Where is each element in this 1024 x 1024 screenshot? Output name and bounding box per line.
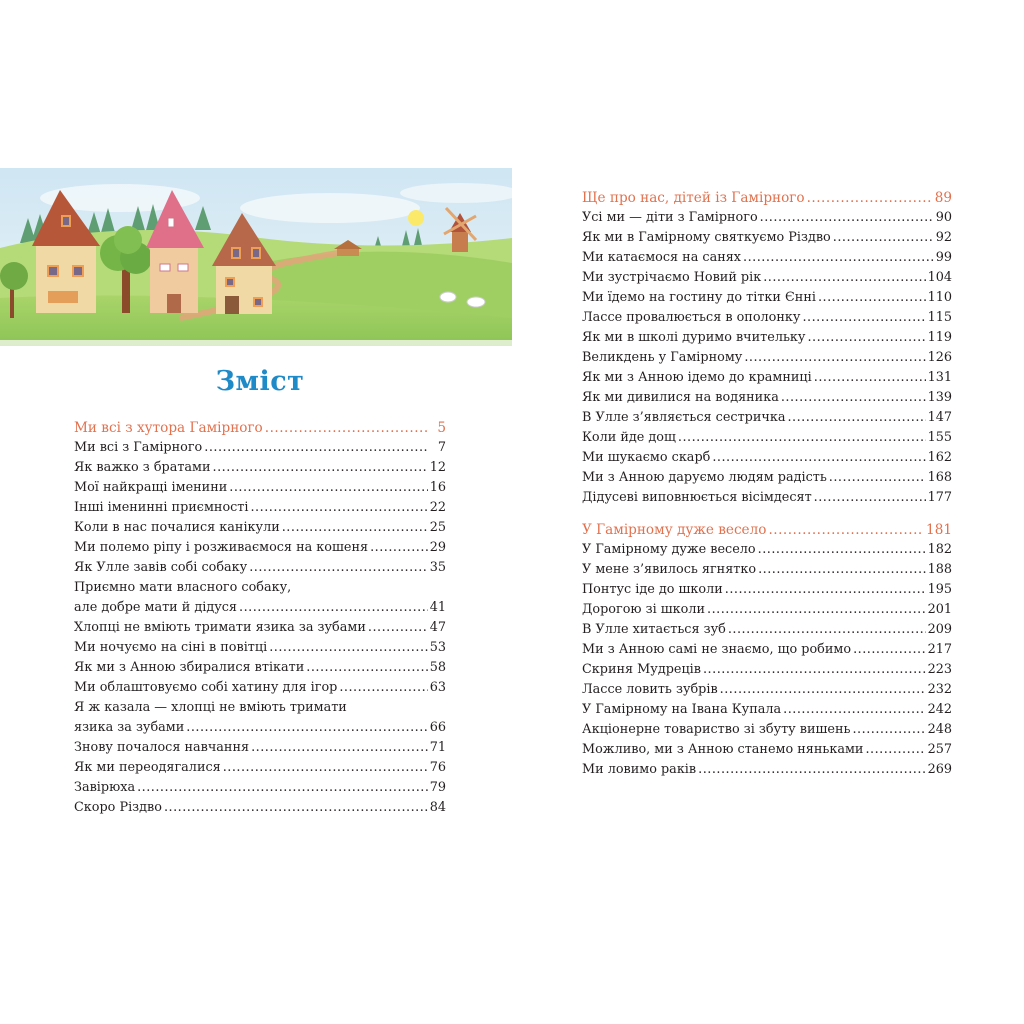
entry-title: Ми з Анною самі не знаємо, що робимо (582, 642, 852, 657)
entry-title: Дідусеві виповнюється вісімдесят (582, 490, 812, 505)
entry-title: Можливо, ми з Анною станемо няньками (582, 742, 864, 757)
section-gap (582, 508, 952, 520)
entry-page: 217 (927, 642, 952, 657)
entry-title: У Гамірному на Івана Купала (582, 702, 782, 717)
entry-page: 195 (927, 582, 952, 597)
entry-title: Акціонерне товариство зі збуту вишень (582, 722, 851, 737)
entry-page: 269 (927, 762, 952, 777)
toc-entry[interactable] (582, 448, 952, 468)
entry-title: Коли в нас почалися канікули (74, 520, 280, 535)
leader-dots (712, 448, 925, 468)
toc-entry[interactable] (582, 328, 952, 348)
entry-title-line1: Приємно мати власного собаку, (74, 580, 292, 595)
entry-title: Лассе провалюється в ополонку (582, 310, 801, 325)
toc-entry[interactable] (582, 308, 952, 328)
page-title: Зміст (215, 366, 305, 397)
entry-page: 7 (437, 440, 446, 455)
leader-dots (829, 468, 926, 488)
toc-entry[interactable] (74, 498, 446, 518)
entry-page: 162 (927, 450, 952, 465)
entry-title: Як ми в школі дуримо вчительку (582, 330, 806, 345)
toc-entry[interactable] (582, 288, 952, 308)
entry-title: В Улле з’являється сестричка (582, 410, 786, 425)
entry-page: 16 (429, 480, 446, 495)
entry-page: 248 (927, 722, 952, 737)
entry-title: Мої найкращі іменини (74, 480, 228, 495)
toc-entry[interactable] (74, 698, 446, 738)
leader-dots (282, 518, 428, 538)
leader-dots (698, 760, 925, 780)
toc-entry[interactable] (74, 578, 446, 618)
leader-dots (269, 638, 428, 658)
section-page: 5 (437, 420, 446, 436)
section-title: У Гамірному дуже весело (582, 522, 767, 538)
leader-dots (229, 478, 427, 498)
toc-entry[interactable] (74, 658, 446, 678)
entry-page: 257 (927, 742, 952, 757)
entry-page: 84 (429, 800, 446, 815)
toc-entry[interactable] (582, 660, 952, 680)
entry-page: 242 (927, 702, 952, 717)
entry-title: Завірюха (74, 780, 136, 795)
toc-entry[interactable] (582, 600, 952, 620)
entry-title-line1: Я ж казала — хлопці не вміють тримати (74, 700, 347, 715)
leader-dots (725, 580, 926, 600)
toc-entry[interactable] (582, 228, 952, 248)
toc-entry[interactable] (74, 778, 446, 798)
leader-dots (720, 680, 926, 700)
entry-page: 47 (429, 620, 446, 635)
toc-entry[interactable] (582, 720, 952, 740)
leader-dots (213, 458, 428, 478)
leader-dots (758, 560, 925, 580)
leader-dots (164, 798, 428, 818)
leader-dots (368, 618, 428, 638)
leader-dots (807, 328, 925, 348)
toc-entry[interactable] (582, 620, 952, 640)
toc-entry[interactable] (74, 738, 446, 758)
leader-dots (265, 418, 428, 438)
toc-entry[interactable] (74, 538, 446, 558)
entry-page: 90 (935, 210, 952, 225)
entry-page: 63 (429, 680, 446, 695)
toc-entry[interactable] (582, 540, 952, 560)
entry-title: Ми ночуємо на сіні в повітці (74, 640, 268, 655)
toc-entry[interactable] (582, 428, 952, 448)
leader-dots (250, 498, 427, 518)
entry-page: 182 (927, 542, 952, 557)
leader-dots (703, 660, 926, 680)
entry-title: Ми полемо ріпу і розживаємося на кошеня (74, 540, 369, 555)
entry-page: 58 (429, 660, 446, 675)
toc-entry[interactable] (582, 408, 952, 428)
leader-dots (707, 600, 926, 620)
entry-title: Знову почалося навчання (74, 740, 250, 755)
entry-page: 119 (927, 330, 952, 345)
toc-entry[interactable] (582, 560, 952, 580)
entry-page: 66 (429, 720, 446, 735)
leader-dots (833, 228, 934, 248)
leader-dots (814, 368, 926, 388)
leader-dots (807, 188, 933, 208)
toc-entry[interactable] (582, 740, 952, 760)
section-page: 181 (926, 522, 952, 538)
entry-page: 188 (927, 562, 952, 577)
toc-entry[interactable] (74, 678, 446, 698)
toc-entry[interactable] (582, 488, 952, 508)
entry-title: Як ми дивилися на водяника (582, 390, 779, 405)
entry-title: Дорогою зі школи (582, 602, 706, 617)
leader-dots (249, 558, 428, 578)
toc-entry[interactable] (582, 700, 952, 720)
entry-page: 155 (927, 430, 952, 445)
toc-entry[interactable] (582, 368, 952, 388)
entry-page: 201 (927, 602, 952, 617)
leader-dots (853, 640, 926, 660)
entry-title: Усі ми — діти з Гамірного (582, 210, 758, 225)
leader-dots (251, 738, 428, 758)
entry-page: 22 (429, 500, 446, 515)
entry-title: Лассе ловить зубрів (582, 682, 718, 697)
entry-page: 99 (935, 250, 952, 265)
leader-dots (814, 488, 926, 508)
entry-title: Ми облаштовуємо собі хатину для ігор (74, 680, 338, 695)
toc-section[interactable] (582, 520, 952, 540)
entry-page: 131 (927, 370, 952, 385)
toc-entry[interactable] (74, 798, 446, 818)
leader-dots (728, 620, 926, 640)
entry-page: 147 (927, 410, 952, 425)
toc-entry[interactable] (582, 248, 952, 268)
leader-dots (186, 718, 427, 738)
entry-page: 41 (429, 600, 446, 615)
entry-title: Ми ловимо раків (582, 762, 697, 777)
entry-page: 232 (927, 682, 952, 697)
toc-entry[interactable] (74, 478, 446, 498)
leader-dots (781, 388, 926, 408)
entry-page: 139 (927, 390, 952, 405)
entry-page: 71 (429, 740, 446, 755)
toc-entry[interactable] (582, 388, 952, 408)
entry-page: 35 (429, 560, 446, 575)
toc-section[interactable] (582, 188, 952, 208)
village-scene-icon (0, 168, 512, 346)
entry-page: 110 (927, 290, 952, 305)
entry-title: Ми шукаємо скарб (582, 450, 711, 465)
leader-dots (204, 438, 428, 458)
leader-dots (865, 740, 925, 760)
leader-dots (802, 308, 925, 328)
entry-page: 92 (935, 230, 952, 245)
entry-title: Як ми з Анною ідемо до крамниці (582, 370, 812, 385)
entry-page: 223 (927, 662, 952, 677)
toc-entry[interactable] (74, 558, 446, 578)
toc-entry[interactable] (582, 760, 952, 780)
leader-dots (339, 678, 427, 698)
entry-title: Ми їдемо на гостину до тітки Єнні (582, 290, 816, 305)
entry-title: Як ми переодягалися (74, 760, 221, 775)
entry-title: Коли йде дощ (582, 430, 676, 445)
toc-entry[interactable] (582, 268, 952, 288)
entry-page: 209 (927, 622, 952, 637)
toc-entry[interactable] (74, 518, 446, 538)
entry-title: Скоро Різдво (74, 800, 162, 815)
entry-page: 29 (429, 540, 446, 555)
entry-title: язика за зубами (74, 720, 185, 735)
leader-dots (763, 268, 925, 288)
toc-entry[interactable] (74, 438, 446, 458)
toc-left-column (74, 418, 446, 818)
entry-title: Ми всі з Гамірного (74, 440, 203, 455)
entry-title: В Улле хитається зуб (582, 622, 726, 637)
entry-page: 79 (429, 780, 446, 795)
toc-entry[interactable] (582, 580, 952, 600)
leader-dots (783, 700, 925, 720)
entry-page: 104 (927, 270, 952, 285)
entry-page: 115 (927, 310, 952, 325)
toc-entry[interactable] (582, 208, 952, 228)
entry-title: але добре мати й дідуся (74, 600, 237, 615)
entry-title: Скриня Мудреців (582, 662, 701, 677)
leader-dots (678, 428, 926, 448)
leader-dots (787, 408, 925, 428)
entry-title: Як ми в Гамірному святкуємо Різдво (582, 230, 831, 245)
toc-entry[interactable] (582, 348, 952, 368)
toc-entry[interactable] (582, 640, 952, 660)
leader-dots (758, 540, 926, 560)
entry-page: 25 (429, 520, 446, 535)
entry-title: Ми катаємося на санях (582, 250, 742, 265)
entry-page: 76 (429, 760, 446, 775)
toc-entry[interactable] (582, 680, 952, 700)
toc-entry[interactable] (74, 618, 446, 638)
leader-dots (768, 520, 924, 540)
entry-title: Інші іменинні приємності (74, 500, 249, 515)
entry-title: Хлопці не вміють тримати язика за зубами (74, 620, 366, 635)
toc-section[interactable] (74, 418, 446, 438)
toc-entry[interactable] (74, 638, 446, 658)
entry-title: У мене з’явилось ягнятко (582, 562, 757, 577)
leader-dots (239, 598, 428, 618)
toc-right-column (582, 188, 952, 780)
leader-dots (760, 208, 934, 228)
toc-entry[interactable] (582, 468, 952, 488)
toc-entry[interactable] (74, 758, 446, 778)
section-title: Ми всі з хутора Гамірного (74, 420, 263, 436)
leader-dots (744, 348, 925, 368)
entry-title: У Гамірному дуже весело (582, 542, 756, 557)
leader-dots (306, 658, 427, 678)
leader-dots (223, 758, 428, 778)
entry-page: 168 (927, 470, 952, 485)
entry-title: Ми зустрічаємо Новий рік (582, 270, 762, 285)
section-title: Ще про нас, дітей із Гамірного (582, 190, 805, 206)
entry-page: 53 (429, 640, 446, 655)
entry-title: Великдень у Гамірному (582, 350, 743, 365)
village-illustration (0, 168, 512, 346)
entry-page: 126 (927, 350, 952, 365)
entry-title: Як Улле завів собі собаку (74, 560, 248, 575)
section-page: 89 (934, 190, 952, 206)
leader-dots (852, 720, 925, 740)
entry-title: Як ми з Анною збиралися втікати (74, 660, 305, 675)
entry-page: 12 (429, 460, 446, 475)
entry-title: Як важко з братами (74, 460, 211, 475)
toc-entry[interactable] (74, 458, 446, 478)
leader-dots (743, 248, 934, 268)
entry-page: 177 (927, 490, 952, 505)
leader-dots (818, 288, 926, 308)
entry-title: Ми з Анною даруємо людям радість (582, 470, 827, 485)
entry-title: Понтус іде до школи (582, 582, 723, 597)
leader-dots (370, 538, 428, 558)
leader-dots (137, 778, 428, 798)
